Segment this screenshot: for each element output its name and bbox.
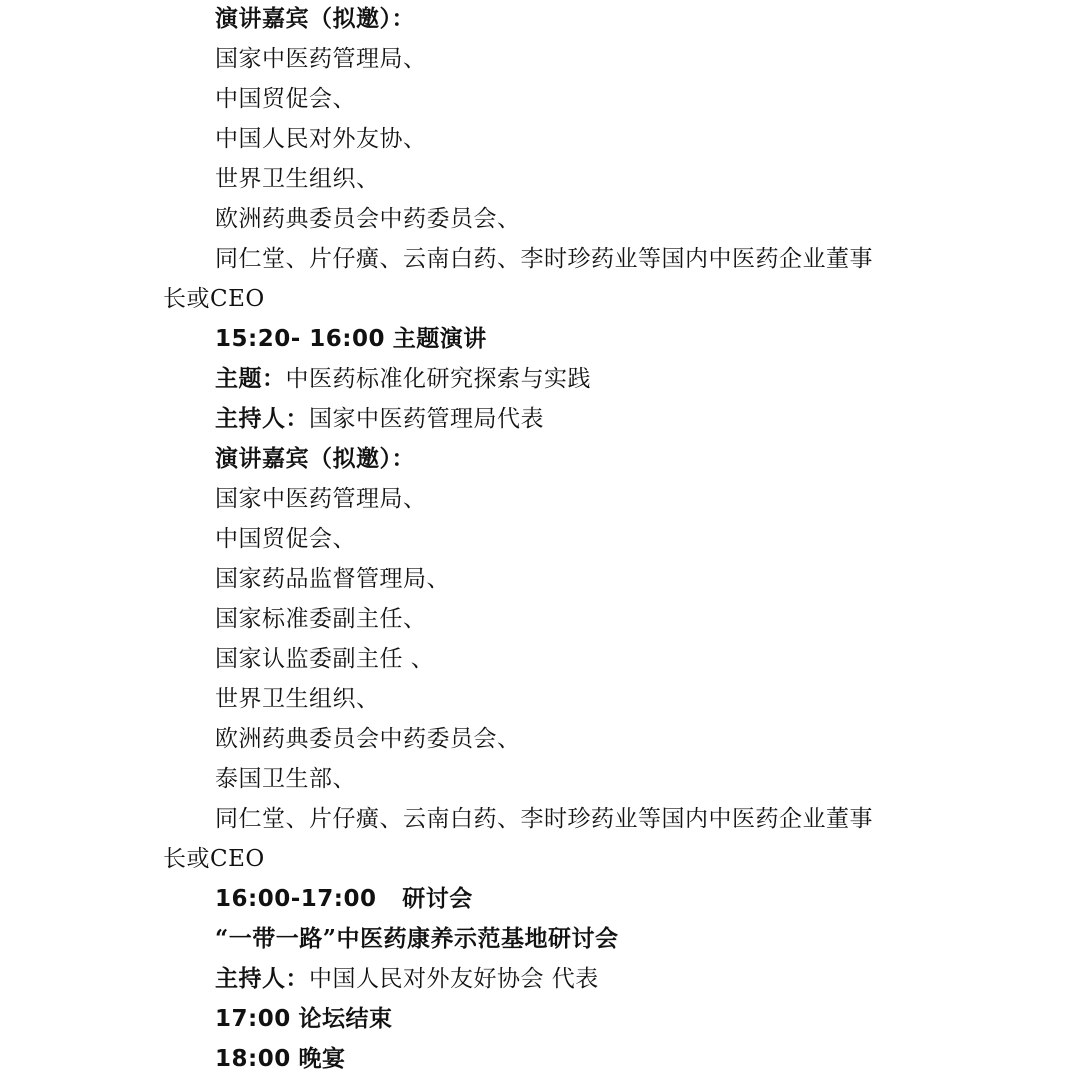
keynote-host — [215, 404, 544, 434]
speakers-heading-1: 演讲嘉宾（拟邀）： — [215, 5, 415, 32]
host-value: 中国人民对外友好协会 代表 — [309, 966, 599, 992]
seminar-heading — [215, 884, 473, 914]
speaker-item: 欧洲药典委员会中药委员会、 — [215, 726, 521, 752]
theme-value: 中医药标准化研究探索与实践 — [285, 366, 591, 392]
host-value: 国家中医药管理局代表 — [309, 406, 544, 432]
dinner-line — [215, 1044, 346, 1074]
host-label: 主持人： — [215, 965, 309, 992]
speaker-item: 中国人民对外友协、 — [215, 126, 427, 152]
speaker-item: 国家标准委副主任、 — [215, 606, 427, 632]
speaker-item: 同仁堂、片仔癀、云南白药、李时珍药业等国内中医药企业董事 — [215, 806, 873, 832]
keynote-theme — [215, 364, 591, 394]
speaker-item: 国家认监委副主任 、 — [215, 646, 435, 672]
speaker-item: 中国贸促会、 — [215, 86, 356, 112]
closing-time: 17:00 — [215, 1006, 291, 1032]
seminar-time: 16:00-17:00 — [215, 886, 377, 912]
speaker-item: 中国贸促会、 — [215, 526, 356, 552]
speaker-item-wrap: 长或CEO — [163, 846, 265, 872]
speaker-item: 同仁堂、片仔癀、云南白药、李时珍药业等国内中医药企业董事 — [215, 246, 873, 272]
closing-line — [215, 1004, 393, 1034]
closing-title: 论坛结束 — [298, 1005, 393, 1032]
speaker-item: 国家中医药管理局、 — [215, 46, 427, 72]
speaker-item-wrap: 长或CEO — [163, 286, 265, 312]
keynote-title: 主题演讲 — [392, 325, 487, 352]
speaker-item: 国家中医药管理局、 — [215, 486, 427, 512]
dinner-time: 18:00 — [215, 1046, 291, 1072]
speaker-item: 国家药品监督管理局、 — [215, 566, 450, 592]
speakers-heading-2: 演讲嘉宾（拟邀）： — [215, 445, 415, 472]
dinner-title: 晚宴 — [298, 1045, 346, 1072]
theme-label: 主题： — [215, 365, 286, 392]
seminar-title: 研讨会 — [402, 885, 473, 912]
speaker-item: 世界卫生组织、 — [215, 686, 380, 712]
speaker-item: 世界卫生组织、 — [215, 166, 380, 192]
keynote-heading — [215, 324, 487, 354]
keynote-time: 15:20- 16:00 — [215, 326, 385, 352]
speaker-item: 欧洲药典委员会中药委员会、 — [215, 206, 521, 232]
speaker-item: 泰国卫生部、 — [215, 766, 356, 792]
seminar-name: “一带一路”中医药康养示范基地研讨会 — [215, 925, 619, 952]
host-label: 主持人： — [215, 405, 309, 432]
seminar-host — [215, 964, 599, 994]
